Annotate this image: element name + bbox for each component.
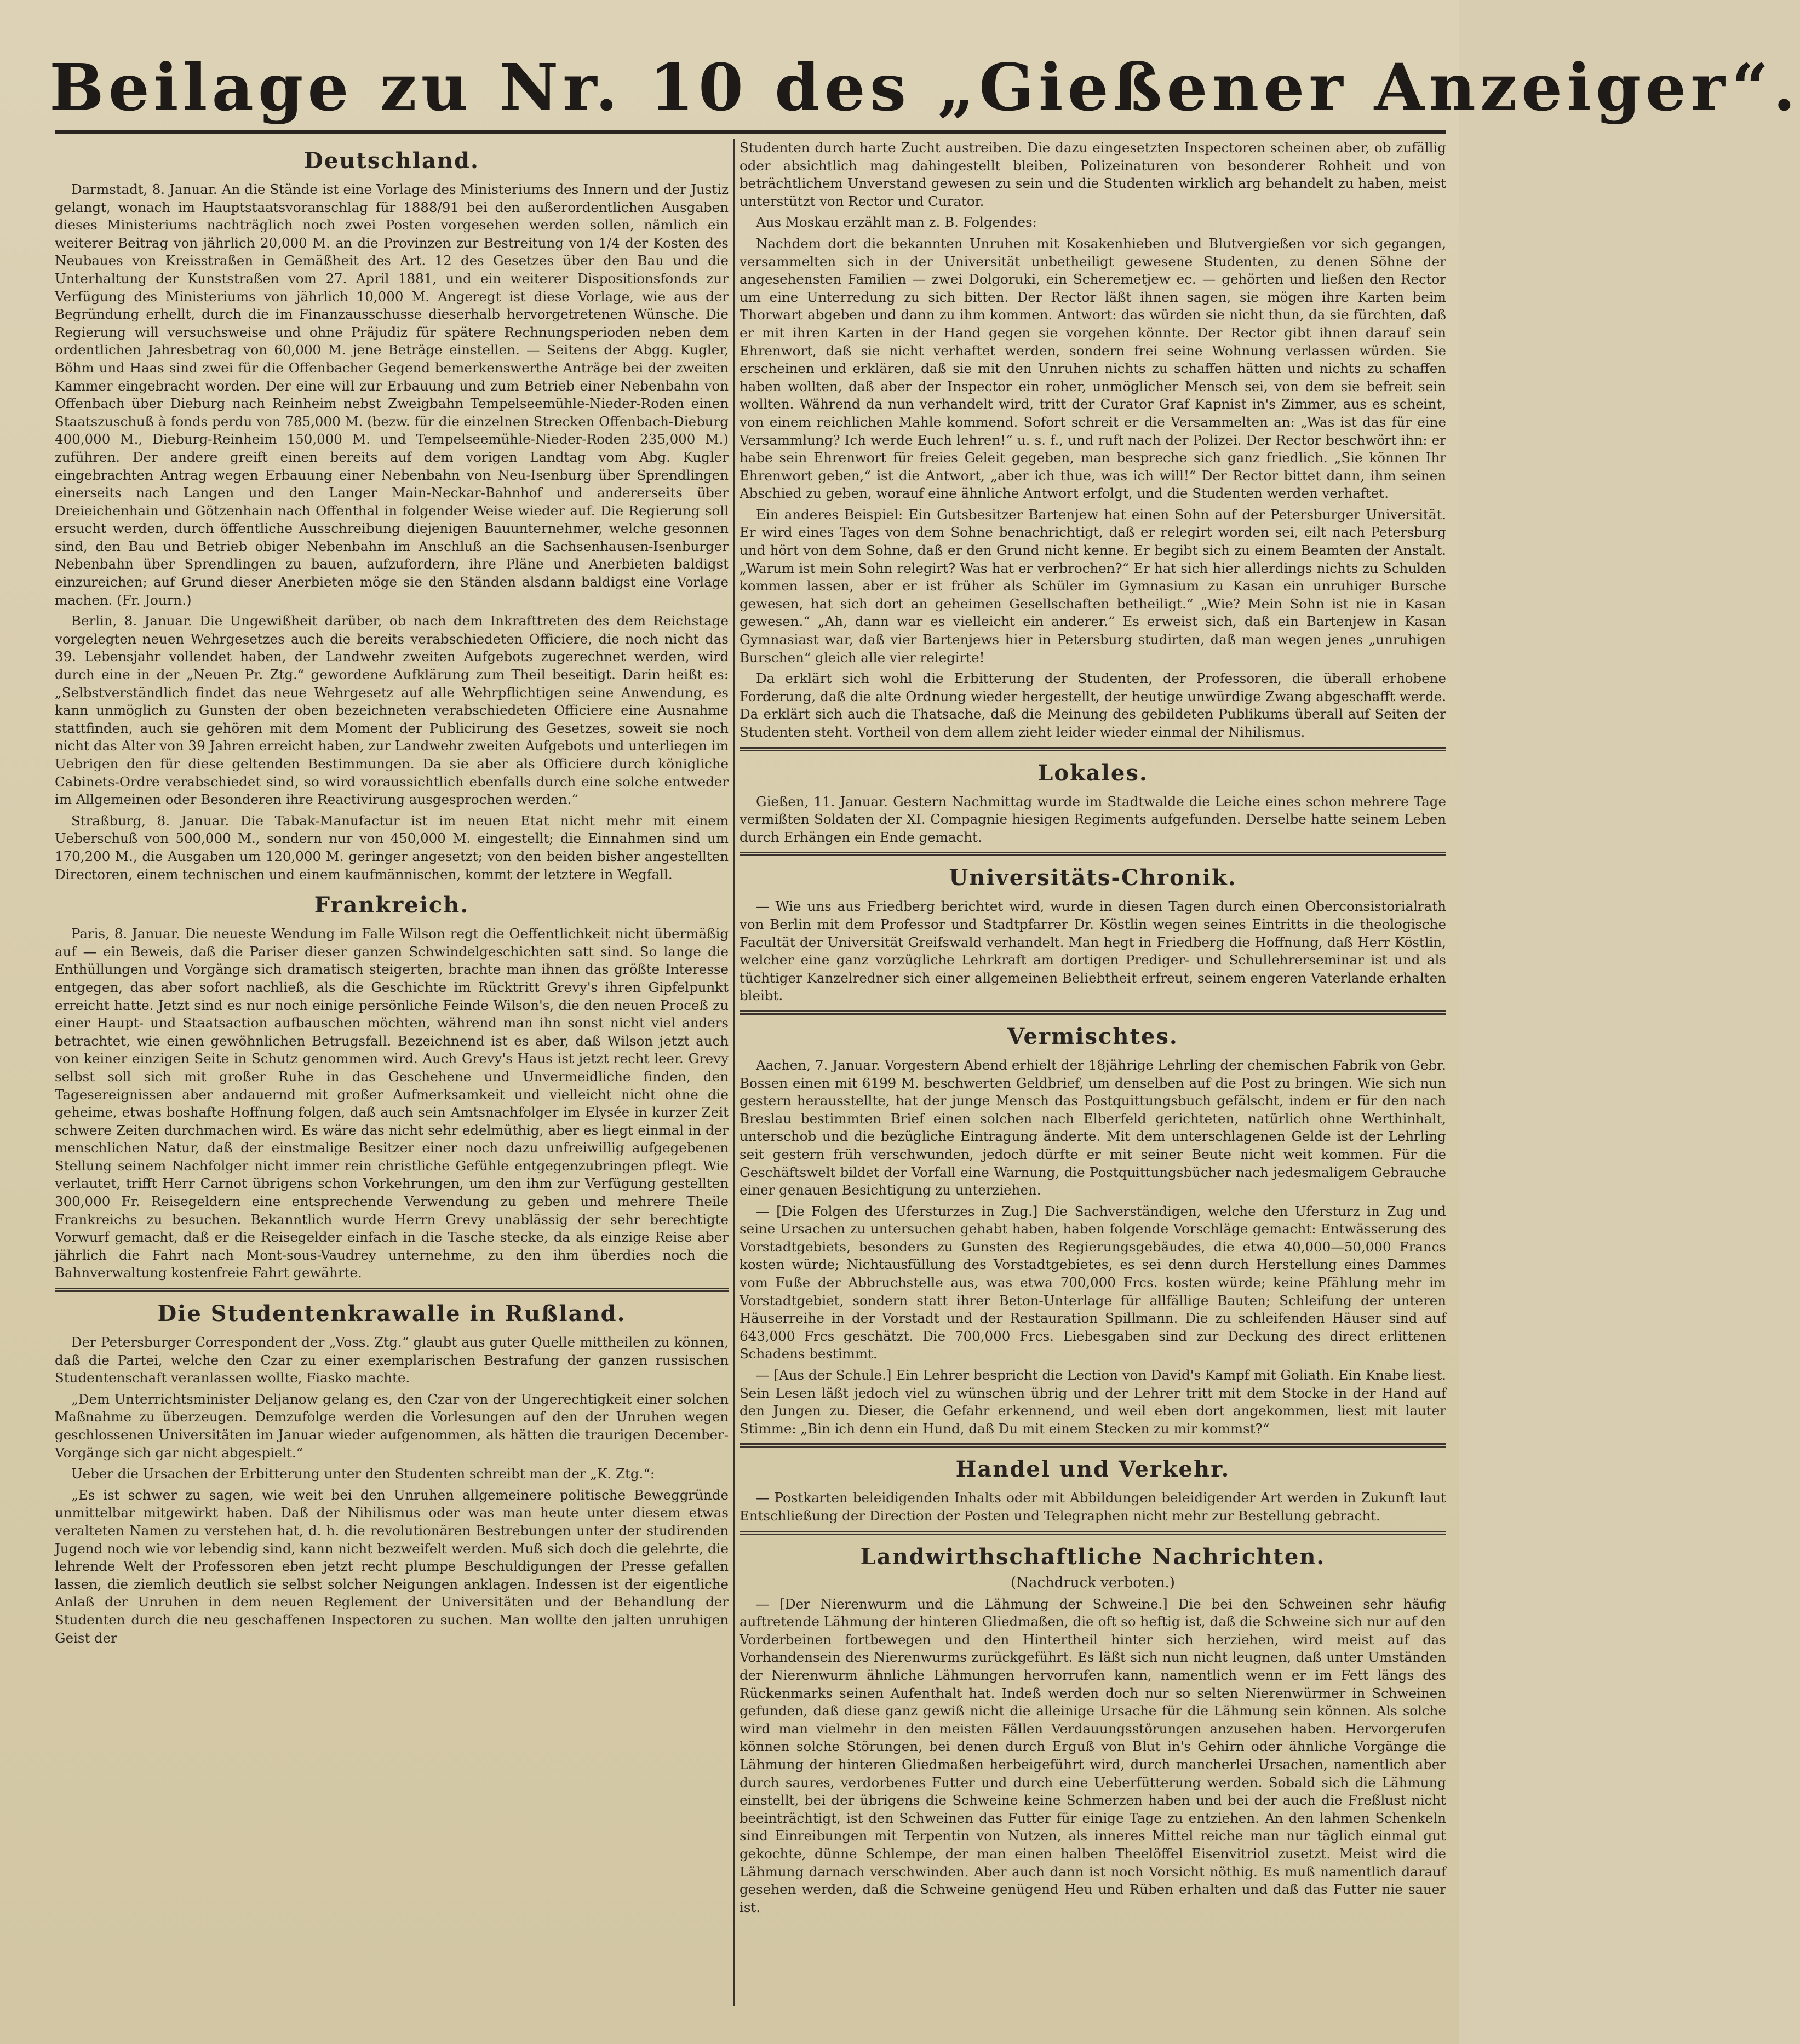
section-rule <box>740 852 1446 856</box>
section-rule <box>740 1531 1446 1535</box>
article-paragraph: Ueber die Ursachen der Erbitterung unter den Studenten schreibt man der „K. Ztg.“: <box>71 1466 655 1482</box>
article-paragraph: Der Petersburger Correspondent der „Voss. Ztg.“ glaubt aus guter Quelle mittheilen zu können, daß die Partei, welche den Czar zu einer exemplarischen Bestrafung der ganzen russischen Studentenschaft veranlassen wollte, Fiasko machte. <box>55 1334 729 1386</box>
section-rule <box>740 1443 1446 1448</box>
article-giessen: Gießen, 11. Januar. Gestern Nachmittag wurde im Stadtwalde die Leiche eines schon mehrere Tage vermißten Soldaten der XI. Compagnie hiesigen Regiments aufgefunden. Derselbe hatte seinem Leben durch Erhängen ein Ende gemacht. <box>740 793 1446 845</box>
article-paragraph: Nachdem dort die bekannten Unruhen mit Kosakenhieben und Blutvergießen vor sich gegangen, versammelten sich in der Universität unbetheiligt gewesene Studenten, zu denen Söhne der angesehensten Familien — zwei Dolgoruki, ein Scheremetjew ec. — gehörten und ließen den Rector um eine Unterredung zu sich bitten. Der Rector läßt ihnen sagen, sie mögen ihre Karten beim Thorwart abgeben und dann zu ihm kommen. Antwort: das würden sie nicht thun, da sie fürchten, daß er mit ihren Karten in der Hand gegen sie vorgehen könnte. Der Rector gibt ihnen darauf sein Ehrenwort, daß sie nicht verhaftet werden, sondern frei seine Wohnung verlassen würden. Sie erscheinen und erklären, daß sie mit den Unruhen nichts zu schaffen hätten und nichts zu schaffen haben wollten, daß aber der Inspector ein roher, unmöglicher Mensch sei, von dem sie befreit sein wollten. Während da nun verhandelt wird, tritt der Curator Graf Kapnist in's Zimmer, aus es scheint, von einem reichlichen Mahle kommend. Sofort schreit er die Versammelten an: „Was ist das für eine Versammlung? Ich werde Euch lehren!“ u. s. f., und ruft nach der Polizei. Der Rector beschwört ihn: er habe sein Ehrenwort für freies Geleit gegeben, man bespreche sich ganz friedlich. „Sie können Ihr Ehrenwort geben,“ ist die Antwort, „aber ich thue, was ich will!“ Der Rector bittet dann, ihm seinen Abschied zu geben, worauf eine ähnliche Antwort erfolgt, und die Studenten werden verhaftet. <box>740 235 1446 502</box>
article-paragraph: Aus Moskau erzählt man z. B. Folgendes: <box>756 214 1037 231</box>
article-friedberg: — Wie uns aus Friedberg berichtet wird, wurde in diesen Tagen durch einen Oberconsistorialrath von Berlin mit dem Professor und Stadtpfarrer Dr. Köstlin wegen seines Eintritts in die theologische Facultät der Universität Greifswald verhandelt. Man hegt in Friedberg die Hoffnung, daß Herr Köstlin, welcher eine ganz vorzügliche Lehrkraft am dortigen Prediger- und Schullehrerseminar ist und als tüchtiger Kanzelredner sich einer allgemeinen Beliebtheit erfreut, seinem engeren Vaterlande erhalten bleibt. <box>740 898 1446 1004</box>
section-heading-vermischtes: Vermischtes. <box>1007 1023 1178 1049</box>
article-aachen: Aachen, 7. Januar. Vorgestern Abend erhielt der 18jährige Lehrling der chemischen Fabrik von Gebr. Bossen einen mit 6199 M. beschwerten Geldbrief, um denselben auf die Post zu bringen. Wie sich nun gestern herausstellte, hat der junge Mensch das Postquittungsbuch gefälscht, indem er für den nach Breslau bestimmten Brief einen solchen nach Elberfeld gerichteten, natürlich ohne Werthinhalt, unterschob und die bezügliche Eintragung änderte. Mit dem unterschlagenen Gelde ist der Lehrling seit gestern früh verschwunden, jedoch dürfte er mit seiner Beute nicht weit kommen. Für die Geschäftswelt bildet der Vorfall eine Warnung, die Postquittungsbücher nach jedesmaligem Gebrauche einer genauen Besichtigung zu unterziehen. <box>740 1057 1446 1198</box>
section-rule <box>55 1288 729 1292</box>
section-heading-lokales: Lokales. <box>1037 760 1148 786</box>
right-column <box>740 139 1446 2006</box>
section-heading-studenten: Die Studentenkrawalle in Rußland. <box>157 1301 626 1327</box>
column-divider <box>733 139 735 2006</box>
article-strassburg: Straßburg, 8. Januar. Die Tabak-Manufactur ist im neuen Etat nicht mehr mit einem Ueberschuß von 500,000 M., sondern nur von 450,000 M. eingestellt; die Einnahmen sind um 170,200 M., die Ausgaben um 120,000 M. geringer angesetzt; von den beiden bisher angestellten Directoren, einem technischen und einem kaufmännischen, kommt der letztere in Wegfall. <box>55 812 729 882</box>
section-heading-chronik: Universitäts-Chronik. <box>949 865 1237 891</box>
section-heading-frankreich: Frankreich. <box>314 892 469 918</box>
section-rule <box>740 747 1446 751</box>
section-rule <box>740 1010 1446 1015</box>
article-paragraph: Da erklärt sich wohl die Erbitterung der Studenten, der Professoren, die überall erhobene Forderung, daß die alte Ordnung wieder hergestellt, der heutige unwürdige Zwang abgeschafft werde. Da erklärt sich auch die Thatsache, daß die Meinung des gebildeten Publikums überall auf Seiten der Studenten steht. Vortheil von dem allem zieht leider wieder einmal der Nihilismus. <box>740 670 1446 740</box>
article-paris: Paris, 8. Januar. Die neueste Wendung im Falle Wilson regt die Oeffentlichkeit nicht übermäßig auf — ein Beweis, daß die Pariser dieser ganzen Schwindelgeschichten satt sind. So lange die Enthüllungen und Vorgänge sich dramatisch steigerten, brachte man ihnen das größte Interesse entgegen, das aber sofort nachließ, als die Geschichte im Rücktritt Grevy's ihren Gipfelpunkt erreicht hatte. Jetzt sind es nur noch einige persönliche Feinde Wilson's, die den neuen Proceß zu einer Haupt- und Staatsaction aufbauschen möchten, während man ihn sonst nicht viel anders betrachtet, wie einen gewöhnlichen Betrugsfall. Bezeichnend ist es aber, daß Wilson jetzt auch von keiner einzigen Seite in Schutz genommen wird. Auch Grevy's Haus ist jetzt recht leer. Grevy selbst soll sich mit großer Ruhe in das Geschehene und Unvermeidliche finden, den Tagesereignissen aber andauernd mit großer Aufmerksamkeit und vielleicht nicht ohne die geheime, etwas boshafte Hoffnung folgen, daß auch sein Amtsnachfolger im Elysée in kurzer Zeit schwere Zeiten durchmachen wird. Es wäre das nicht sehr edelmüthig, aber es liegt einmal in der menschlichen Natur, daß der einstmalige Besitzer einer noch dazu unfreiwillig aufgegebenen Stellung seinem Nachfolger nicht immer rein christliche Gefühle entgegenzubringen pflegt. Wie verlautet, trifft Herr Carnot übrigens schon Vorkehrungen, um den ihm zur Verfügung gestellten 300,000 Fr. Reisegeldern eine entsprechende Verwendung zu geben und mehrere Theile Frankreichs zu besuchen. Bekanntlich wurde Herrn Grevy unablässig der sehr berechtigte Vorwurf gemacht, daß er die Reisegelder einfach in die Tasche stecke, da als einzige Reise aber jährlich die Fahrt nach Mont-sous-Vaudrey unternehme, zu den ihm überdies noch die Bahnverwaltung kostenfreie Fahrt gewährte. <box>55 926 729 1281</box>
article-postkarten: — Postkarten beleidigenden Inhalts oder mit Abbildungen beleidigender Art werden in Zukunft laut Entschließung der Direction der Posten und Telegraphen nicht mehr zur Bestellung gebracht. <box>740 1490 1446 1524</box>
nachdruck-note: (Nachdruck verboten.) <box>1011 1574 1175 1591</box>
article-zug: — [Die Folgen des Ufersturzes in Zug.] Die Sachverständigen, welche den Ufersturz in Zug und seine Ursachen zu untersuchen gehabt haben, haben folgende Vorschläge gemacht: Entwässerung des Vorstadtgebiets, besonders zu Gunsten des Regierungsgebäudes, die etwa 40,000—50,000 Francs kosten würde; Nichtausfüllung des Vorstadtgebietes, es sei denn durch Herstellung eines Dammes vom Fuße der Abbruchstelle aus, was etwa 700,000 Frcs. kosten würde; keine Pfählung mehr im Vorstadtgebiet, sondern statt ihrer Beton-Unterlage für allfällige Bauten; Schleifung der unteren Häuserreihe in der Vorstadt und der Restauration Spillmann. Die zu schleifenden Häuser sind auf 643,000 Frcs geschätzt. Die 700,000 Frcs. Liebesgaben sind zur Deckung des direct erlittenen Schadens bestimmt. <box>740 1203 1446 1362</box>
section-heading-handel: Handel und Verkehr. <box>955 1456 1230 1483</box>
left-column <box>55 139 729 2006</box>
masthead-title: Beilage zu Nr. 10 des „Gießener Anzeiger“. <box>49 49 1800 125</box>
article-paragraph: „Dem Unterrichtsminister Deljanow gelang es, den Czar von der Ungerechtigkeit einer solchen Maßnahme zu überzeugen. Demzufolge werden die Vorlesungen auf den der Unruhen wegen geschlossenen Universitäten im Januar wieder aufgenommen, als hätten die traurigen December-Vorgänge sich gar nicht abgespielt.“ <box>55 1391 729 1461</box>
article-paragraph: Studenten durch harte Zucht austreiben. Die dazu eingesetzten Inspectoren scheinen aber, ob zufällig oder absichtlich mag dahingestellt bleiben, Polizeinaturen von besonderer Rohheit und von beträchtlichem Unverstand gewesen zu sein und die Studenten wirklich arg behandelt zu haben, meist unterstützt von Rector und Curator. <box>740 140 1446 209</box>
article-schule: — [Aus der Schule.] Ein Lehrer bespricht die Lection von David's Kampf mit Goliath. Ein Knabe liest. Sein Lesen läßt jedoch viel zu wünschen übrig und der Lehrer tritt mit dem Stocke in der Hand auf den Jungen zu. Dieser, die Gefahr erkennend, und weil eben dort angekommen, liest mit lauter Stimme: „Bin ich denn ein Hund, daß Du mit einem Stecken zu mir kommst?“ <box>740 1367 1446 1437</box>
article-nierenwurm: — [Der Nierenwurm und die Lähmung der Schweine.] Die bei den Schweinen sehr häufig auftretende Lähmung der hinteren Gliedmaßen, die oft so heftig ist, daß die Schweine sich nur auf den Vorderbeinen fortbewegen und den Hintertheil hinter sich herziehen, wird meist auf das Vorhandensein des Nierenwurms zurückgeführt. Es läßt sich nun nicht leugnen, daß unter Umständen der Nierenwurm ähnliche Lähmungen hervorrufen kann, namentlich wenn er im Fett längs des Rückenmarks seinen Aufenthalt hat. Indeß werden doch nur so selten Nierenwürmer in Schweinen gefunden, daß diese ganz gewiß nicht die alleinige Ursache für die Lähmung sein können. Als solche wird man vielmehr in den meisten Fällen Verdauungsstörungen anzusehen haben. Hervorgerufen können solche Störungen, bei denen durch Erguß von Blut in's Gehirn oder ähnliche Vorgänge die Lähmung der hinteren Gliedmaßen herbeigeführt wird, durch mancherlei Ursachen, namentlich aber durch saures, verdorbenes Futter und durch eine Ueberfütterung werden. Sobald sich die Lähmung einstellt, bei der übrigens die Schweine keine Schmerzen haben und bei der auch die Freßlust nicht beeinträchtigt, ist den Schweinen das Futter für einige Tage zu entziehen. An den lahmen Schenkeln sind Einreibungen mit Terpentin von Nutzen, als inneres Mittel reiche man nur täglich einmal gut gekochte, dünne Schlempe, der man einen halben Theelöffel Eisenvitriol zusetzt. Meist wird die Lähmung darnach verschwinden. Aber auch dann ist noch Vorsicht nöthig. Es muß namentlich darauf gesehen werden, daß die Schweine genügend Heu und Rüben erhalten und daß das Futter nie sauer ist. <box>740 1595 1446 1915</box>
article-darmstadt: Darmstadt, 8. Januar. An die Stände ist eine Vorlage des Ministeriums des Innern und der Justiz gelangt, wonach im Hauptstaatsvoranschlag für 1888/91 bei den außerordentlichen Ausgaben dieses Ministeriums nachträglich noch zwei Posten vorgesehen werden sollen, nämlich ein weiterer Beitrag von jährlich 20,000 M. an die Provinzen zur Bestreitung von 1/4 der Kosten des Neubaues von Kreisstraßen in Gemäßheit des Art. 12 des Gesetzes über den Bau und die Unterhaltung der Kunststraßen vom 27. April 1881, und ein weiterer Dispositionsfonds zur Verfügung des Ministeriums von jährlich 10,000 M. Angeregt ist diese Vorlage, wie aus der Begründung erhellt, durch die im Finanzausschusse dieserhalb hervorgetretenen Wünsche. Die Regierung will versuchsweise und ohne Präjudiz für spätere Rechnungsperioden neben dem ordentlichen Jahresbetrag von 60,000 M. jene Beträge einstellen. — Seitens der Abgg. Kugler, Böhm und Haas sind zwei für die Offenbacher Gegend bemerkenswerthe Anträge bei der zweiten Kammer eingebracht worden. Der eine will zur Erbauung und zum Betrieb einer Nebenbahn von Offenbach über Dieburg nach Reinheim nebst Zweigbahn Tempelseemühle-Nieder-Roden einen Staatszuschuß à fonds perdu von 785,000 M. (bezw. für die einzelnen Strecken Offenbach-Dieburg 400,000 M., Dieburg-Reinheim 150,000 M. und Tempelseemühle-Nieder-Roden 235,000 M.) zuführen. Der andere greift einen bereits auf dem vorigen Landtag vom Abg. Kugler eingebrachten Antrag wegen Erbauung einer Nebenbahn von Neu-Isenburg über Sprendlingen einerseits nach Langen und den Langer Main-Neckar-Bahnhof und andererseits über Dreieichenhain und Götzenhain nach Offenthal in folgender Weise wieder auf. Die Regierung soll ersucht werden, durch öffentliche Ausschreibung diejenigen Bauunternehmer, welche gesonnen sind, den Bau und Betrieb obiger Nebenbahn im Anschluß an die Sachsenhausen-Isenburger Nebenbahn über Sprendlingen zu bauen, aufzufordern, ihre Pläne und Anerbieten baldigst einzureichen; auf Grund dieser Anerbieten möge sie den Ständen alsdann baldigst eine Vorlage machen. (Fr. Journ.) <box>55 181 729 608</box>
article-paragraph: Ein anderes Beispiel: Ein Gutsbesitzer Bartenjew hat einen Sohn auf der Petersburger Universität. Er wird eines Tages von dem Sohne benachrichtigt, daß er relegirt worden sei, eilt nach Petersburg und hört von dem Sohne, daß er den Grund nicht kenne. Er begibt sich zu einem Beamten der Anstalt. „Warum ist mein Sohn relegirt? Was hat er verbrochen?“ Er hat sich hier allerdings nichts zu Schulden kommen lassen, aber er ist früher als Schüler im Gymnasium zu Kasan ein unruhiger Bursche gewesen, hat sich dort an geheimen Gesellschaften betheiligt.“ „Wie? Mein Sohn ist nie in Kasan gewesen.“ „Ah, dann war es vielleicht ein anderer.“ Es erweist sich, daß ein Bartenjew in Kasan Gymnasiast war, daß vier Bartenjews hier in Petersburg studirten, daß man wegen jenes „unruhigen Burschen“ gleich alle vier relegirte! <box>740 506 1446 665</box>
section-heading-landwirth: Landwirthschaftliche Nachrichten. <box>860 1543 1326 1570</box>
section-heading-deutschland: Deutschland. <box>304 148 479 174</box>
article-paragraph: „Es ist schwer zu sagen, wie weit bei den Unruhen allgemeinere politische Beweggründe unmittelbar mitgewirkt haben. Daß der Nihilismus oder was man heute unter diesem etwas veralteten Namen zu verstehen hat, d. h. die revolutionären Bestrebungen unter der studirenden Jugend noch wie vor lebendig sind, kann nicht bezweifelt werden. Muß sich doch die gelehrte, die lehrende Welt der Professoren eben jetzt recht plumpe Beschuldigungen der Presse gefallen lassen, die ziemlich deutlich sie selbst solcher Neigungen anklagen. Indessen ist der eigentliche Anlaß der Unruhen in dem neuen Reglement der Universitäten und der Behandlung der Studenten durch die neu geschaffenen Inspectoren zu suchen. Man wollte den jalten unruhigen Geist der <box>55 1486 729 1646</box>
article-berlin: Berlin, 8. Januar. Die Ungewißheit darüber, ob nach dem Inkrafttreten des dem Reichstage vorgelegten neuen Wehrgesetzes auch die bereits verabschiedeten Officiere, die noch nicht das 39. Lebensjahr vollendet haben, der Landwehr zweiten Aufgebots zugerechnet werden, wird durch eine in der „Neuen Pr. Ztg.“ gewordene Aufklärung zum Theil beseitigt. Darin heißt es: „Selbstverständlich findet das neue Wehrgesetz auf alle Wehrpflichtigen seine Anwendung, es kann unmöglich zu Gunsten der oben bezeichneten verabschiedeten Officiere eine Ausnahme stattfinden, auch sie gehören mit dem Moment der Publicirung des Gesetzes, soweit sie noch nicht das Alter von 39 Jahren erreicht haben, zur Landwehr zweiten Aufgebots und unterliegen im Uebrigen den für diese geltenden Bestimmungen. Da sie aber als Officiere durch königliche Cabinets-Ordre verabschiedet sind, so wird voraussichtlich ebenfalls durch eine solche entweder im Allgemeinen oder Besonderen ihre Reactivirung ausgesprochen werden.“ <box>55 613 729 808</box>
masthead-rule <box>55 130 1446 134</box>
